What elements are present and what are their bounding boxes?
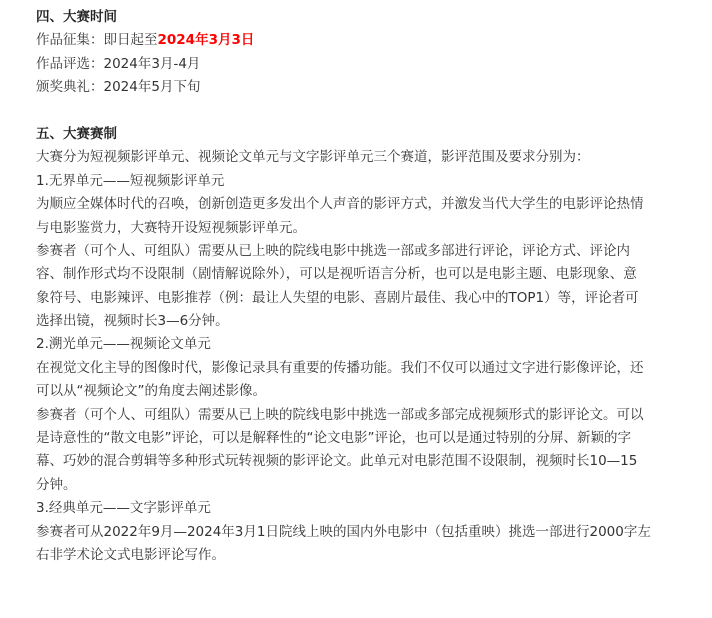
unit-3-title: 3.经典单元——文字影评单元 bbox=[36, 500, 211, 517]
collection-period bbox=[36, 29, 698, 52]
unit-1-paragraph-2-line: 象符号、电影辣评、电影推荐（例：最让人失望的电影、喜剧片最佳、我心中的TOP1）等，评论者可 bbox=[36, 289, 639, 306]
section-5-title: 五、大赛赛制 bbox=[36, 125, 117, 142]
unit-1-paragraph-2-line: 容、制作形式均不设限制（剧情解说除外），可以是视听语言分析，也可以是电影主题、电影现象、意 bbox=[36, 266, 637, 283]
ceremony-period: 颁奖典礼：2024年5月下旬 bbox=[36, 79, 201, 96]
spacer bbox=[36, 100, 698, 123]
section-5-intro: 大赛分为短视频影评单元、视频论文单元与文字影评单元三个赛道，影评范围及要求分别为： bbox=[36, 149, 590, 166]
unit-2-paragraph-2-line: 分钟。 bbox=[36, 476, 77, 493]
unit-1-paragraph-1-line: 为顺应全媒体时代的召唤，创新创造更多发出个人声音的影评方式，并激发当代大学生的电影评论热情 bbox=[36, 196, 644, 213]
unit-2-paragraph-1-line: 可以从“视频论文”的角度去阐述影像。 bbox=[36, 383, 266, 400]
unit-2-paragraph-2-line: 参赛者（可个人、可组队）需要从已上映的院线电影中挑选一部或多部完成视频形式的影评论文。可以 bbox=[36, 406, 644, 423]
unit-2-paragraph-1-line: 在视觉文化主导的图像时代，影像记录具有重要的传播功能。我们不仅可以通过文字进行影像评论，还 bbox=[36, 359, 644, 376]
unit-2-paragraph-2-line: 是诗意性的“散文电影”评论，可以是解释性的“论文电影”评论，也可以是通过特别的分屏、新颖的字 bbox=[36, 430, 631, 447]
unit-2-paragraph-2-line: 幕、巧妙的混合剪辑等多种形式玩转视频的影评论文。此单元对电影范围不设限制，视频时长10—15 bbox=[36, 453, 638, 470]
unit-3-paragraph-1-line: 参赛者可从2022年9月—2024年3月1日院线上映的国内外电影中（包括重映）挑选一部进行2000字左 bbox=[36, 523, 651, 540]
unit-1-paragraph-2-line: 选择出镜，视频时长3—6分钟。 bbox=[36, 313, 229, 330]
unit-1-paragraph-2-line: 参赛者（可个人、可组队）需要从已上映的院线电影中挑选一部或多部进行评论，评论方式、评论内 bbox=[36, 242, 630, 259]
section-4-title: 四、大赛时间 bbox=[36, 9, 117, 25]
review-period: 作品评选：2024年3月-4月 bbox=[36, 55, 201, 72]
collection-label: 作品征集：即日起至 bbox=[36, 32, 158, 49]
unit-3-paragraph-1-line: 右非学术论文式电影评论写作。 bbox=[36, 546, 225, 563]
unit-1-title: 1.无界单元——短视频影评单元 bbox=[36, 172, 225, 189]
unit-1-paragraph-1-line: 与电影鉴赏力，大赛特开设短视频影评单元。 bbox=[36, 219, 306, 236]
collection-deadline: 2024年3月3日 bbox=[157, 32, 255, 49]
unit-2-title: 2.溯光单元——视频论文单元 bbox=[36, 336, 211, 353]
